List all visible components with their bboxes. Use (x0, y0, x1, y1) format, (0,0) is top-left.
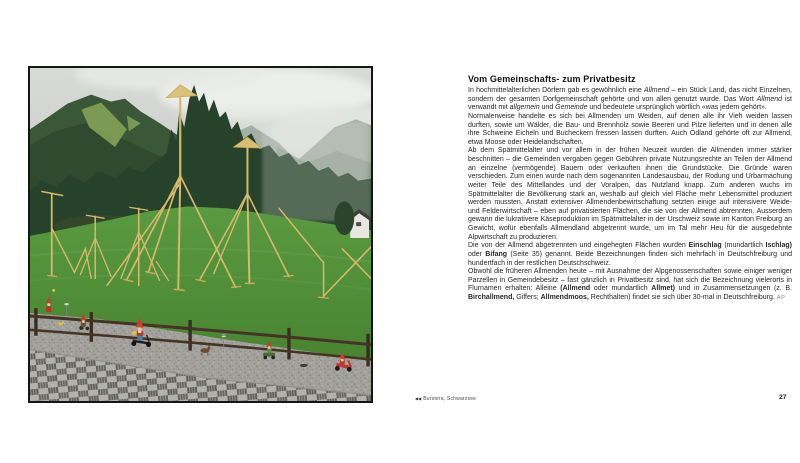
photo-meadow-sculptures (30, 68, 371, 401)
photo-caption (415, 396, 476, 402)
log-ornament (300, 364, 308, 367)
body-paragraph: In hochmittelalterlichen Dörfern gab es gewöhnlich eine Allmend – ein Stück Land, das nicht Einzelnen, sondern der gesamten Dorfgemeinschaft gehörte und von allen genutzt wurde. Das Wort Allmend ist verwandt mit allgemein und Gemeinde und bedeutete ursprünglich wörtlich «was jedem gehört». (468, 87, 792, 112)
photo-frame (28, 66, 373, 403)
body-paragraph: Normalerweise handelte es sich bei Allmenden um Weiden, auf denen alle ihr Vieh weiden lassen durften, sowie um Wälder, die Bau- und Brennholz sowie Beeren und Pilze lieferten und in denen alle ihre Schweine Eicheln und Bucheckern fressen lassen durften. Auch Ödland gehörte oft zur Allmend, etwa Moose oder Heidelandschaften. (468, 112, 792, 146)
page-number: 27 (779, 394, 787, 401)
page-title: Vom Gemeinschafts- zum Privatbesitz (468, 74, 636, 85)
back-reference-arrows-icon: ◀◀ (415, 397, 422, 401)
body-paragraph: Ab dem Spätmittelalter und vor allem in der frühen Neuzeit wurden die Allmenden immer stärker beschnitten – die Gemeinden vergaben gegen Gebühren private Nutzungsrechte an Teilen der Allmend an einzelne (vermögende) Bauern oder verkauften ihnen die Grundstücke. Die Gründe waren verschieden. Zum einen wurde nach dem sogenannten Landesausbau, der Rodung und Urbarmachung weiter Teile des Mittellandes und der Voralpen, das Nutzland knapp. Zum anderen wuchs im Spätmittelalter die Bevölkerung stark an, weshalb auf gleich viel Fläche mehr Lebensmittel produziert werden mussten. Anstatt extensiver Allmendenbewirtschaftung setzten einige auf intensivere Weide- und Felderwirtschaft – eben auf privatisierten Flächen, die sie von der Allmend abtrennten. Ausserdem gewann die lukrativere Käseproduktion im Spätmittelalter in der Urschweiz sowie im Kanton Freiburg an Gewicht, wofür ebenfalls Allmendland abgetrennt wurde, um im Tal mehr Heu für die ausgedehnte Alpwirtschaft zu produzieren. (468, 147, 792, 241)
body-text (468, 87, 792, 303)
body-paragraph: Die von der Allmend abgetrennten und eingehegten Flächen wurden Einschlag (mundartlich Ischlag) oder Bifang (Seite 35) genannt. Beide Bezeichnungen finden sich mehrfach in Deutschfreiburg und hundertfach in der restlichen Deutschschweiz. (468, 242, 792, 267)
body-paragraph: Obwohl die früheren Allmenden heute – mit Ausnahme der Alpgenossenschaften sowie einiger weniger Parzellen in Gemeindebesitz – fast gänzlich in Privatbesitz sind, hat sich die Bezeichnung vielerorts in Flurnamen erhalten: Alleine (Allmend oder mundartlich Allmet) und in Zusammensetzungen (z. B. Birchallmend, Giffers; Allmendmoos, Rechthalten) findet sie sich über 30-mal in Deutschfreiburg. AP (468, 268, 793, 301)
photo-caption-label: Burstera, Schwarzsee (423, 396, 477, 402)
tree-clump (334, 201, 354, 235)
